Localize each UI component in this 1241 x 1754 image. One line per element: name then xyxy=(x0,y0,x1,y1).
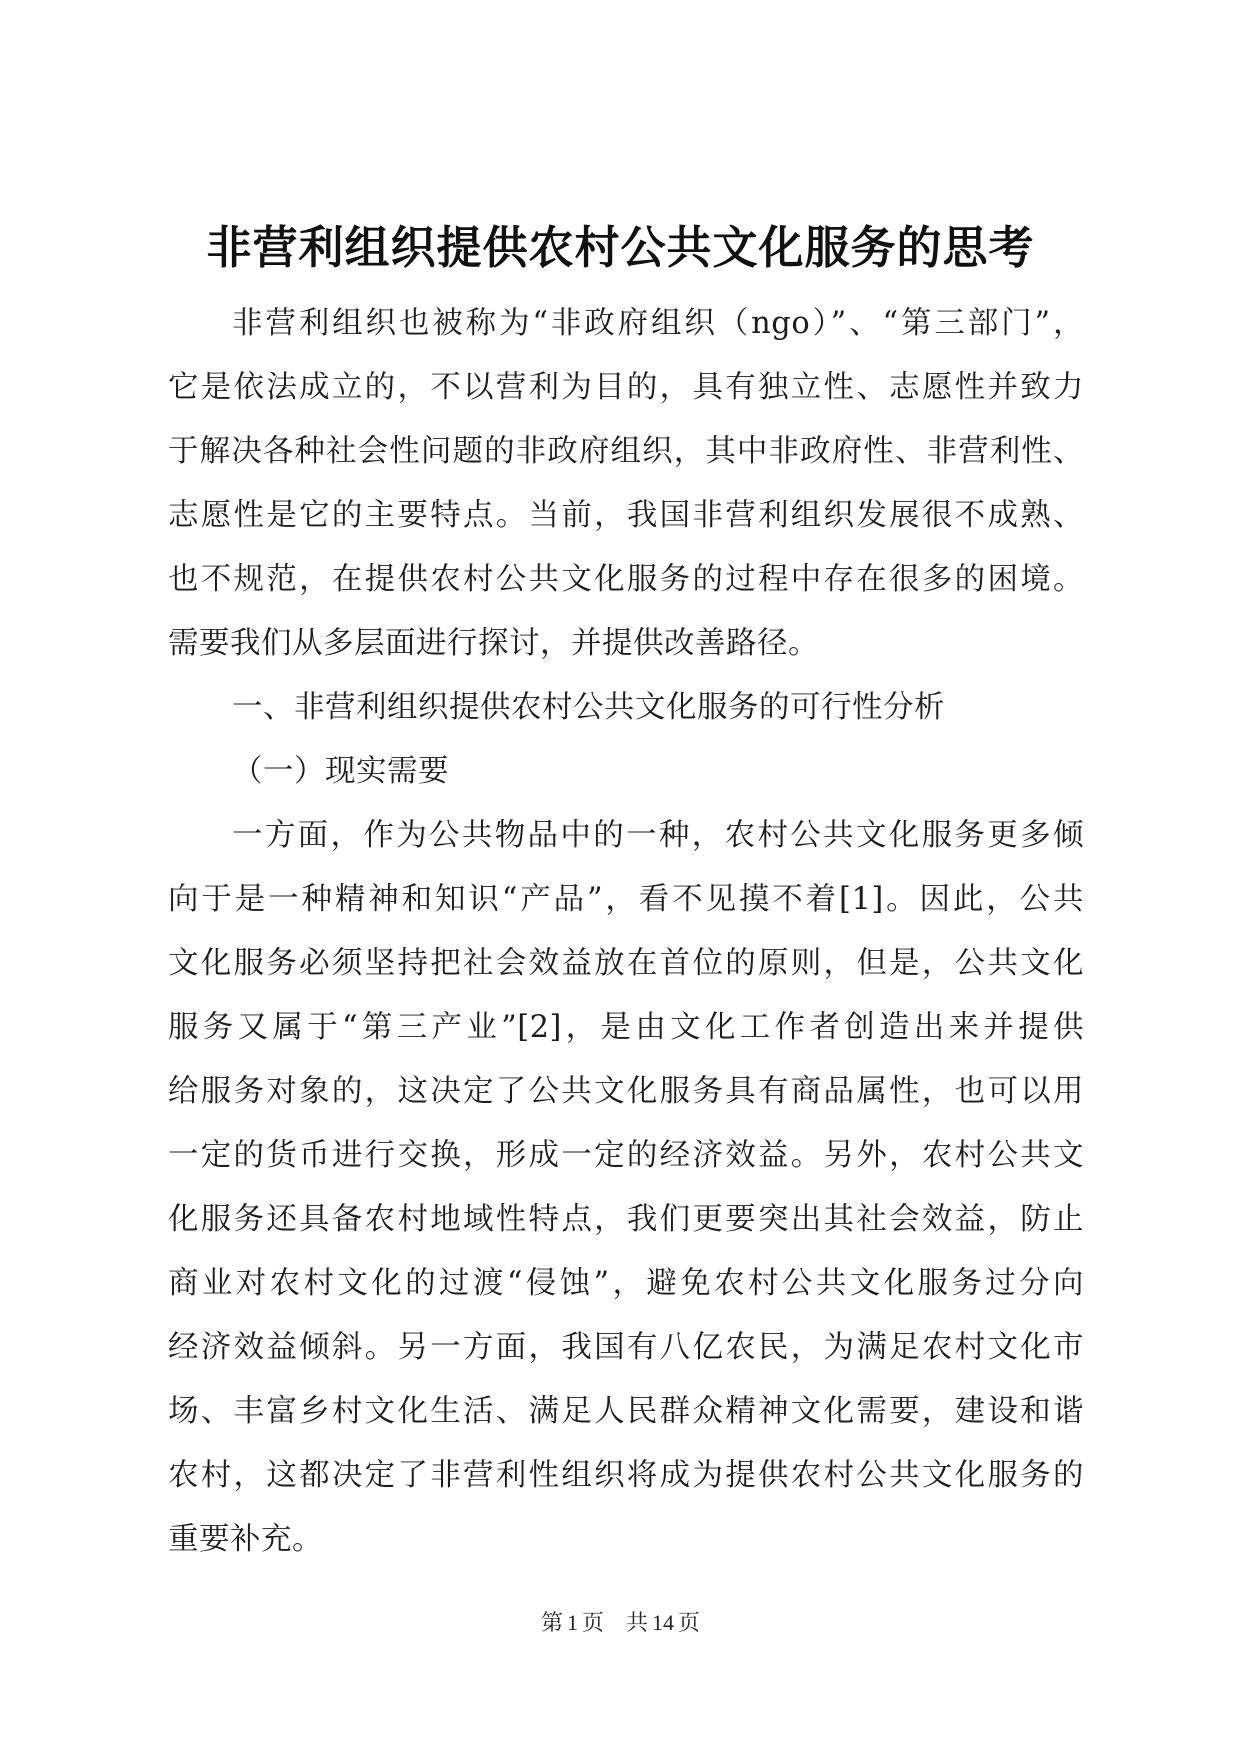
total-pages: 14 xyxy=(652,1610,675,1635)
page-number: 1 xyxy=(566,1610,578,1635)
intro-line: 也不规范，在提供农村公共文化服务的过程中存在很多的困境。 xyxy=(168,562,1084,597)
paragraph-line: 化服务还具备农村地域性特点，我们更要突出其社会效益，防止 xyxy=(168,1202,1084,1237)
paragraph-line: 文化服务必须坚持把社会效益放在首位的原则，但是，公共文化 xyxy=(168,946,1084,981)
paragraph-line: 重要补充。 xyxy=(168,1522,323,1557)
paragraph-line: 一定的货币进行交换，形成一定的经济效益。另外，农村公共文 xyxy=(168,1138,1084,1173)
total-prefix: 共 xyxy=(626,1610,649,1635)
intro-line: 需要我们从多层面进行探讨，并提供改善路径。 xyxy=(168,626,819,661)
page-suffix: 页 xyxy=(581,1610,604,1635)
paragraph-line: 场、丰富乡村文化生活、满足人民群众精神文化需要，建设和谐 xyxy=(168,1394,1084,1429)
intro-line: 非营利组织也被称为“非政府组织（ngo）”、“第三部门”， xyxy=(232,306,1084,341)
total-suffix: 页 xyxy=(678,1610,701,1635)
paragraph-line: 向于是一种精神和知识“产品”，看不见摸不着[1]。因此，公共 xyxy=(168,882,1084,917)
paragraph-line: 一方面，作为公共物品中的一种，农村公共文化服务更多倾 xyxy=(232,818,1084,853)
page-footer xyxy=(0,1608,1241,1638)
intro-line: 于解决各种社会性问题的非政府组织，其中非政府性、非营利性、 xyxy=(168,434,1084,469)
document-title: 非营利组织提供农村公共文化服务的思考 xyxy=(206,221,1035,274)
paragraph-line: 经济效益倾斜。另一方面，我国有八亿农民，为满足农村文化市 xyxy=(168,1330,1084,1365)
paragraph-line: 给服务对象的，这决定了公共文化服务具有商品属性，也可以用 xyxy=(168,1074,1084,1109)
page-prefix: 第 xyxy=(540,1610,563,1635)
paragraph-line: 服务又属于“第三产业”[2]，是由文化工作者创造出来并提供 xyxy=(168,1010,1084,1045)
paragraph-line: 商业对农村文化的过渡“侵蚀”，避免农村公共文化服务过分向 xyxy=(168,1266,1084,1301)
intro-line: 它是依法成立的，不以营利为目的，具有独立性、志愿性并致力 xyxy=(168,370,1084,405)
section-heading: 一、非营利组织提供农村公共文化服务的可行性分析 xyxy=(232,690,945,725)
subsection-heading: （一）现实需要 xyxy=(232,754,449,789)
intro-line: 志愿性是它的主要特点。当前，我国非营利组织发展很不成熟、 xyxy=(168,498,1084,533)
paragraph-line: 农村，这都决定了非营利性组织将成为提供农村公共文化服务的 xyxy=(168,1458,1084,1493)
document-body xyxy=(168,292,1084,1572)
